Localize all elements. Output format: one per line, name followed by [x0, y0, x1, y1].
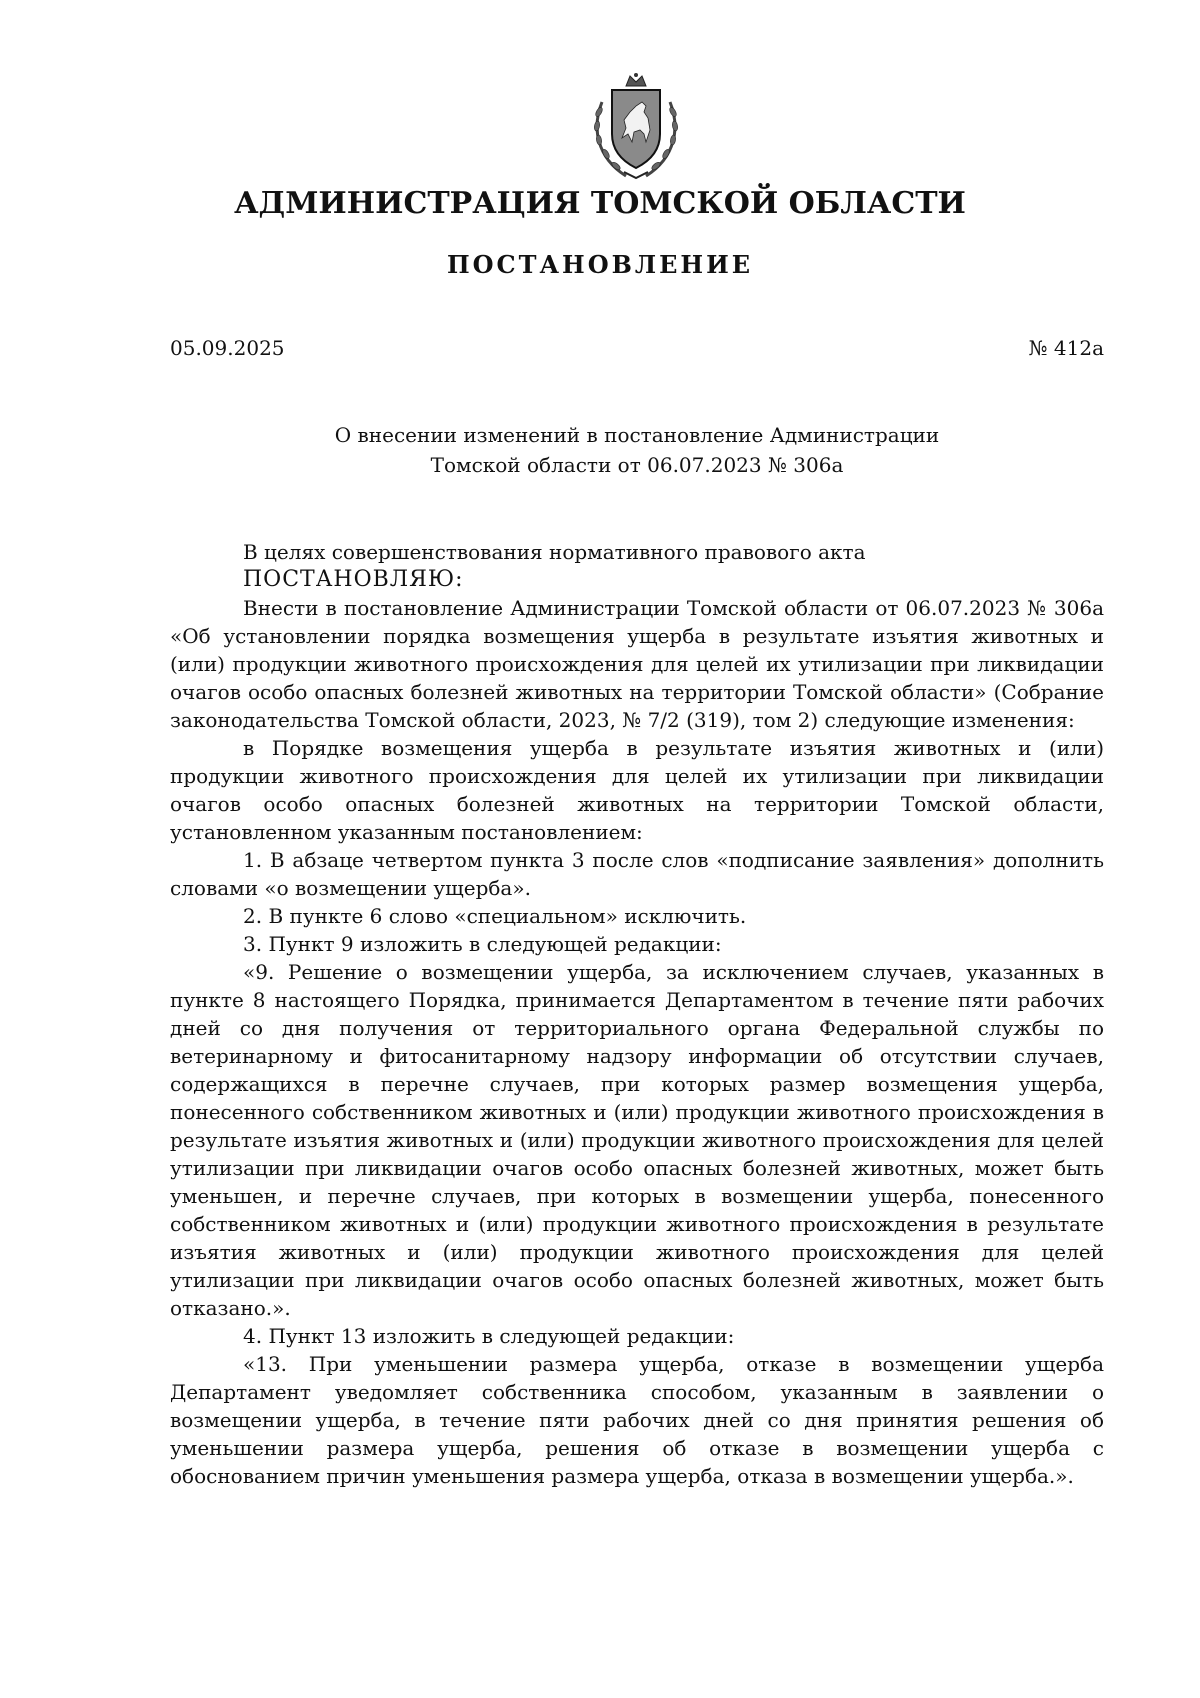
tomsk-coat-of-arms-icon	[586, 72, 686, 182]
document-date: 05.09.2025	[170, 336, 285, 360]
document-number: № 412а	[1028, 336, 1104, 360]
document-body	[170, 538, 1104, 1490]
organization-name: АДМИНИСТРАЦИЯ ТОМСКОЙ ОБЛАСТИ	[234, 186, 966, 221]
paragraph-item-3: 3. Пункт 9 изложить в следующей редакции:	[243, 932, 722, 956]
paragraph-item-2: 2. В пункте 6 слово «специальном» исключить.	[243, 904, 747, 928]
title-line-1: О внесении изменений в постановление Администрации	[334, 423, 940, 447]
paragraph-item-1: 1. В абзаце четвертом пункта 3 после слов «подписание заявления» дополнить словами «о возмещении ущерба».	[170, 848, 1104, 900]
paragraph-item-4: 4. Пункт 13 изложить в следующей редакции:	[243, 1324, 735, 1348]
paragraph-amend-intro: Внести в постановление Администрации Томской области от 06.07.2023 № 306а «Об установлении порядка возмещения ущерба в результате изъятия животных и (или) продукции животного происхождения для целей их утилизации при ликвидации очагов особо опасных болезней животных на территории Томской области» (Собрание законодательства Томской области, 2023, № 7/2 (319), том 2) следующие изменения:	[170, 596, 1104, 732]
title-line-2: Томской области от 06.07.2023 № 306а	[430, 453, 844, 477]
document-type: ПОСТАНОВЛЕНИЕ	[446, 250, 754, 279]
document-title	[170, 420, 1104, 480]
paragraph-clause-13: «13. При уменьшении размера ущерба, отказе в возмещении ущерба Департамент уведомляет собственника способом, указанным в заявлении о возмещении ущерба, в течение пяти рабочих дней со дня принятия решения об уменьшении размера ущерба, решения об отказе в возмещении ущерба с обоснованием причин уменьшения размера ущерба, отказа в возмещении ущерба.».	[170, 1352, 1104, 1488]
paragraph-procedure: в Порядке возмещения ущерба в результате изъятия животных и (или) продукции животного происхождения для целей их утилизации при ликвидации очагов особо опасных болезней животных на территории Томской области, установленном указанным постановлением:	[170, 736, 1104, 844]
decree-word: ПОСТАНОВЛЯЮ:	[243, 567, 464, 592]
paragraph-clause-9: «9. Решение о возмещении ущерба, за исключением случаев, указанных в пункте 8 настоящего Порядка, принимается Департаментом в течение пяти рабочих дней со дня получения от территориального органа Федеральной службы по ветеринарному и фитосанитарному надзору информации об отсутствии случаев, содержащихся в перечне случаев, при которых размер возмещения ущерба, понесенного собственником животных и (или) продукции животного происхождения в результате изъятия животных и (или) продукции животного происхождения для целей утилизации при ликвидации очагов особо опасных болезней животных, может быть уменьшен, и перечне случаев, при которых в возмещении ущерба, понесенного собственником животных и (или) продукции животного происхождения в результате изъятия животных и (или) продукции животного происхождения для целей утилизации при ликвидации очагов особо опасных болезней животных, может быть отказано.».	[170, 960, 1104, 1320]
preamble: В целях совершенствования нормативного правового акта	[243, 540, 866, 564]
